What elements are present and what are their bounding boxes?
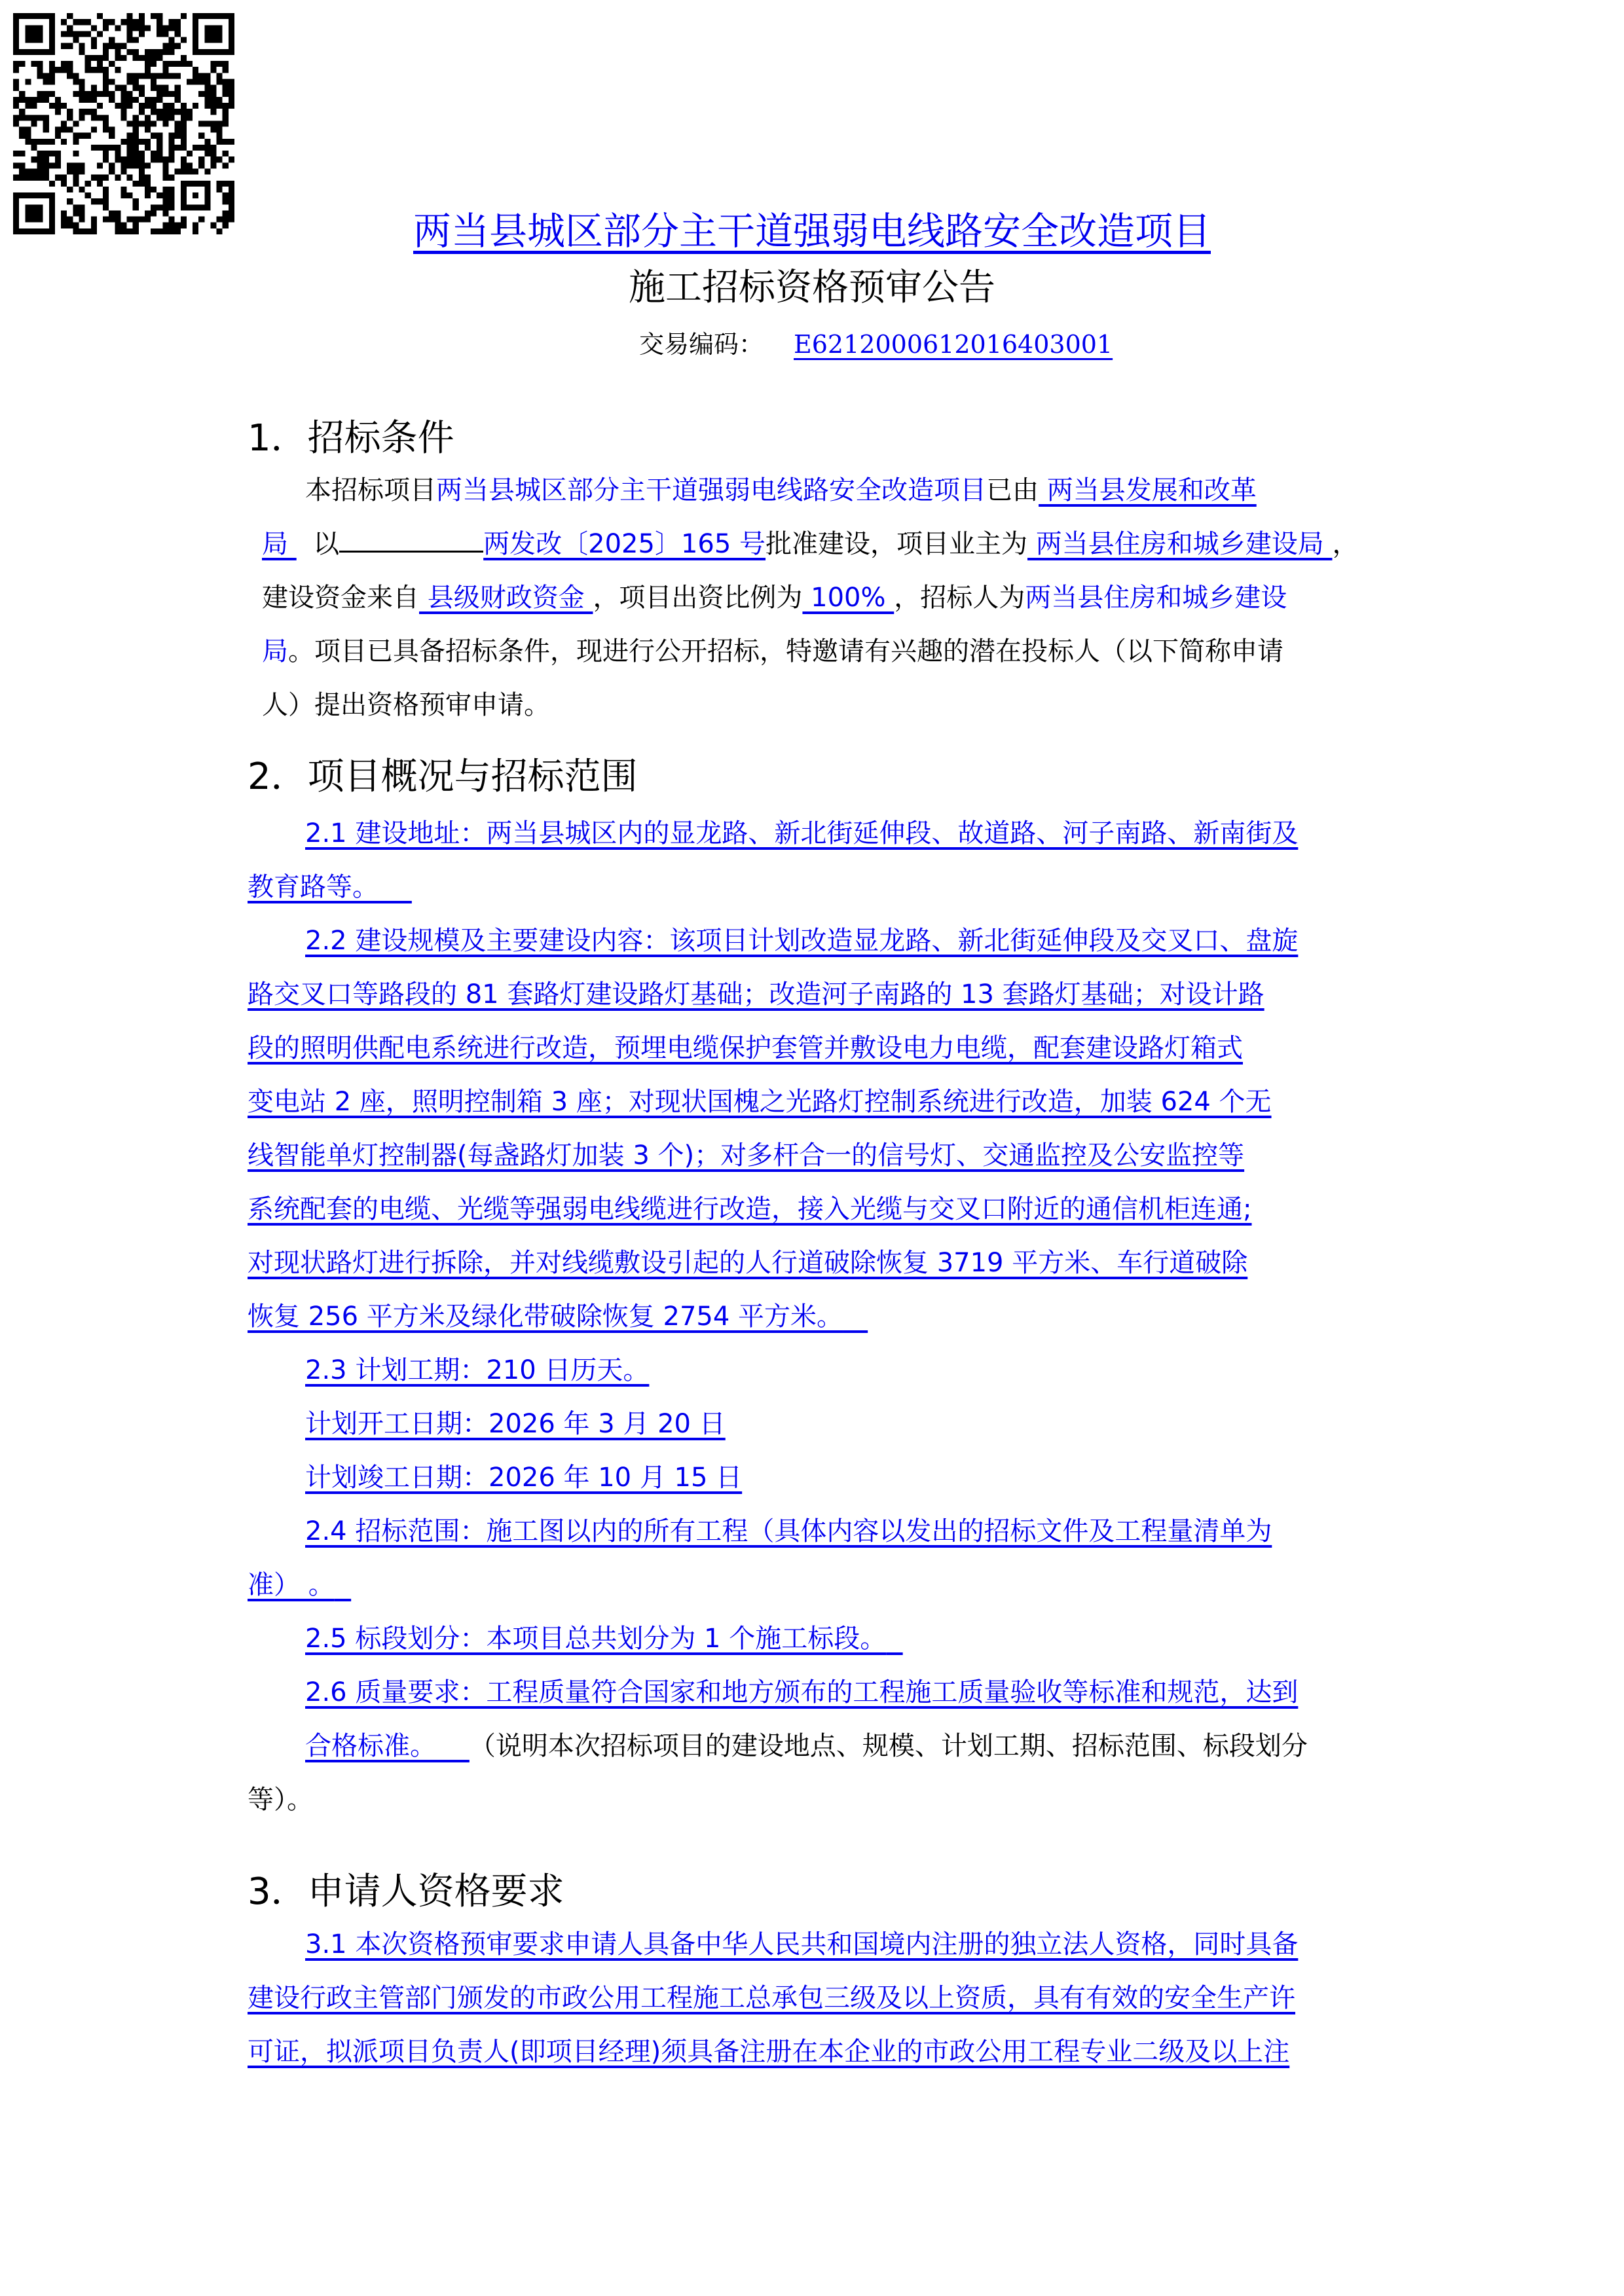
approval-doc-link[interactable]: 两发改〔2025〕165 号 [483,529,766,559]
document-subtitle: 施工招标资格预审公告 [629,266,995,309]
section-2-body [248,807,1393,1827]
item-2-2[interactable]: 恢复 256 平方米及绿化带破除恢复 2754 平方米。 [248,1302,843,1332]
item-3-1[interactable]: 建设行政主管部门颁发的市政公用工程施工总承包三级及以上资质，具有有效的安全生产许 [248,1983,1295,2013]
transaction-code-line [639,324,1152,360]
planned-start-date[interactable]: 计划开工日期：2026 年 3 月 20 日 [305,1409,726,1439]
section-2-heading: 2．项目概况与招标范围 [248,756,638,798]
item-2-5[interactable]: 2.5 标段划分：本项目总共划分为 1 个施工标段。 [305,1624,887,1654]
funding-ratio-link[interactable]: 100% [802,583,895,613]
text: 建设资金来自 [262,583,419,613]
text: 批准建设，项目业主为 [766,529,1028,559]
approver-link[interactable]: 两当县发展和改革 [1039,475,1257,505]
text: 。项目已具备招标条件，现进行公开招标，特邀请有兴趣的潜在投标人（以下简称申请 [288,636,1283,666]
text: 已由 [986,475,1039,505]
item-2-1[interactable]: 教育路等。 [248,872,378,902]
item-2-2[interactable]: 路交叉口等路段的 81 套路灯建设路灯基础；改造河子南路的 13 套路灯基础；对设计路 [248,979,1264,1010]
section-3-body [248,1918,1393,2079]
item-2-2[interactable]: 段的照明供配电系统进行改造，预埋电缆保护套管并敷设电力电缆，配套建设路灯箱式 [248,1033,1243,1063]
text: 等）。 [248,1785,313,1815]
document-title[interactable]: 两当县城区部分主干道强弱电线路安全改造项目 [413,209,1211,253]
item-2-4[interactable]: 2.4 招标范围：施工图以内的所有工程（具体内容以发出的招标文件及工程量清单为 [305,1516,1272,1546]
text: 本招标项目 [305,475,436,505]
section-1-heading: 1．招标条件 [248,417,454,460]
text: 以 [313,529,340,559]
fund-source-link[interactable]: 县级财政资金 [419,583,593,613]
item-2-1[interactable]: 2.1 建设地址：两当县城区内的显龙路、新北街延伸段、故道路、河子南路、新南街及 [305,818,1299,848]
transaction-code-label: 交易编码： [639,330,764,359]
text: ， [1332,529,1359,559]
item-2-2[interactable]: 变电站 2 座，照明控制箱 3 座；对现状国槐之光路灯控制系统进行改造，加装 624 个无 [248,1087,1272,1117]
item-2-6[interactable]: 2.6 质量要求：工程质量符合国家和地方颁布的工程施工质量验收等标准和规范，达到 [305,1677,1299,1707]
text: ，项目出资比例为 [593,583,803,613]
item-2-2[interactable]: 2.2 建设规模及主要建设内容：该项目计划改造显龙路、新北街延伸段及交叉口、盘旋 [305,926,1299,956]
tenderer-link[interactable]: 两当县住房和城乡建设 [1025,583,1287,613]
text: （说明本次招标项目的建设地点、规模、计划工期、招标范围、标段划分 [469,1731,1308,1761]
approver-link[interactable]: 局 [262,529,297,559]
text: ，招标人为 [894,583,1025,613]
section-1-body [248,464,1393,732]
item-3-1[interactable]: 可证，拟派项目负责人(即项目经理)须具备注册在本企业的市政公用工程专业二级及以上注 [248,2037,1290,2067]
item-2-3[interactable]: 2.3 计划工期：210 日历天。 [305,1355,650,1385]
owner-link[interactable]: 两当县住房和城乡建设局 [1027,529,1333,559]
item-2-2[interactable]: 系统配套的电缆、光缆等强弱电线缆进行改造，接入光缆与交叉口附近的通信机柜连通; [248,1194,1252,1224]
text: 人）提出资格预审申请。 [262,690,550,720]
blank-underline [339,531,483,553]
item-2-2[interactable]: 对现状路灯进行拆除，并对线缆敷设引起的人行道破除恢复 3719 平方米、车行道破除 [248,1248,1248,1278]
item-2-4[interactable]: 准） 。 [248,1570,335,1600]
item-2-6[interactable]: 合格标准。 [305,1731,436,1761]
item-2-2[interactable]: 线智能单灯控制器(每盏路灯加装 3 个)；对多杆合一的信号灯、交通监控及公安监控等 [248,1140,1245,1171]
tenderer-link[interactable]: 局 [262,636,288,666]
section-3-heading: 3．申请人资格要求 [248,1870,564,1913]
transaction-code-value[interactable]: E6212000612016403001 [794,330,1113,359]
planned-end-date[interactable]: 计划竣工日期：2026 年 10 月 15 日 [305,1463,743,1493]
project-name-link[interactable]: 两当县城区部分主干道强弱电线路安全改造项目 [436,475,986,505]
item-3-1[interactable]: 3.1 本次资格预审要求申请人具备中华人民共和国境内注册的独立法人资格，同时具备 [305,1929,1299,1959]
